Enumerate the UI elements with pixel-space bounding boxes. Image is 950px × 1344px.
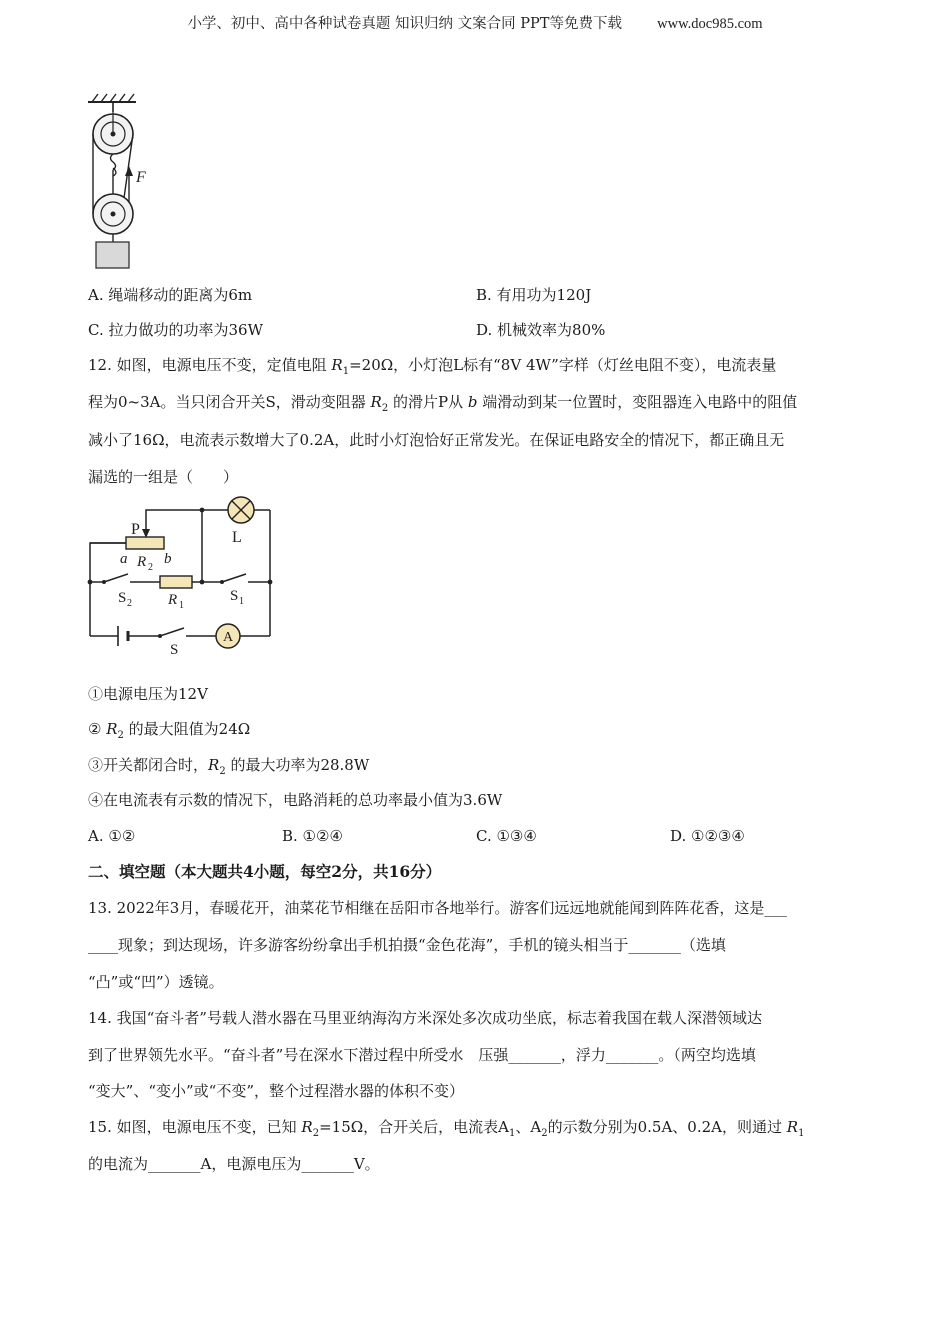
label-s2-sub: 2 xyxy=(127,598,132,609)
label-b: b xyxy=(164,551,172,567)
q12-line-1: 12. 如图，电源电压不变，定值电阻 $R_1=20\Omega$，小灯泡L标有“8V 4W”字样（灯丝电阻不变），电流表量 xyxy=(88,356,777,377)
q13-line-1: 13. 2022年3月，春暖花开，油菜花节相继在岳阳市各地举行。游客们远远地就能闻到阵阵花香，这是___ xyxy=(88,899,787,917)
q11-option-d: D. 机械效率为80% xyxy=(476,321,606,339)
header-url: www.doc985.com xyxy=(657,16,763,32)
label-s1: S xyxy=(230,588,239,604)
q14-line-2: 到了世界领先水平。“奋斗者”号在深水下潜过程中所受水 压强_______，浮力_______。（两空均选填 xyxy=(88,1046,756,1064)
q12-line-4: 漏选的一组是（ ） xyxy=(88,468,239,486)
q12-statement-2: ② $R_2$ 的最大阻值为24Ω xyxy=(88,720,251,741)
circuit-diagram xyxy=(82,496,282,660)
q11-option-b: B. 有用功为120J xyxy=(476,286,592,304)
label-r1-sub: 1 xyxy=(179,600,184,611)
q14-line-3: “变大”、“变小”或“不变”，整个过程潜水器的体积不变） xyxy=(88,1082,465,1100)
q15-line-2: 的电流为_______A，电源电压为_______V。 xyxy=(88,1155,380,1173)
q11-option-c: C. 拉力做功的功率为36W xyxy=(88,321,263,339)
section-2-title: 二、填空题（本大题共4小题，每空2分，共16分） xyxy=(88,862,442,881)
q12-choice-b: B. ①②④ xyxy=(282,827,343,845)
label-r2: R xyxy=(137,554,147,570)
label-r1: R xyxy=(168,592,178,608)
q12-line-2: 程为0~3A。当只闭合开关S，滑动变阻器 $R_2$ 的滑片P从 b 端滑动到某一位置时，变阻器连入电路中的阻值 xyxy=(88,393,798,414)
pulley-figure xyxy=(84,92,164,274)
q12-line-3: 减小了16Ω，电流表示数增大了0.2A，此时小灯泡恰好正常发光。在保证电路安全的情况下，都正确且无 xyxy=(88,431,785,449)
q11-option-a: A. 绳端移动的距离为6m xyxy=(88,286,253,304)
force-label: F xyxy=(136,169,146,186)
q12-statement-1: ①电源电压为12V xyxy=(88,685,208,703)
q12-choice-a: A. ①② xyxy=(88,827,136,845)
header-text: 小学、初中、高中各种试卷真题 知识归纳 文案合同 PPT等免费下载 xyxy=(187,16,622,32)
q12-statement-4: ④在电流表有示数的情况下，电路消耗的总功率最小值为3.6W xyxy=(88,791,503,809)
q12-statement-3: ③开关都闭合时，$R_2$ 的最大功率为28.8W xyxy=(88,756,370,777)
q15-line-1: 15. 如图，电源电压不变，已知 $R_2=15\Omega$，合开关后，电流表$A_1$、$A_2$的示数分别为0.5A、0.2A，则通过 $R_1$ xyxy=(88,1118,805,1139)
q13-line-3: “凸”或“凹”）透镜。 xyxy=(88,973,224,991)
label-s2: S xyxy=(118,590,127,606)
label-s: S xyxy=(170,642,179,658)
label-a: a xyxy=(120,551,128,567)
label-r2-sub: 2 xyxy=(148,562,153,573)
q13-line-2: ____现象；到达现场，许多游客纷纷拿出手机拍摄“金色花海”，手机的镜头相当于_______（选填 xyxy=(88,936,726,954)
q12-choice-c: C. ①③④ xyxy=(476,827,537,845)
q12-choice-d: D. ①②③④ xyxy=(670,827,745,845)
label-l: L xyxy=(232,529,242,546)
label-p: P xyxy=(131,521,140,538)
page-header xyxy=(0,12,950,33)
ammeter-label: A xyxy=(222,630,234,645)
label-s1-sub: 1 xyxy=(239,596,244,607)
q14-line-1: 14. 我国“奋斗者”号载人潜水器在马里亚纳海沟方米深处多次成功坐底，标志着我国在载人深潜领域达 xyxy=(88,1009,762,1027)
